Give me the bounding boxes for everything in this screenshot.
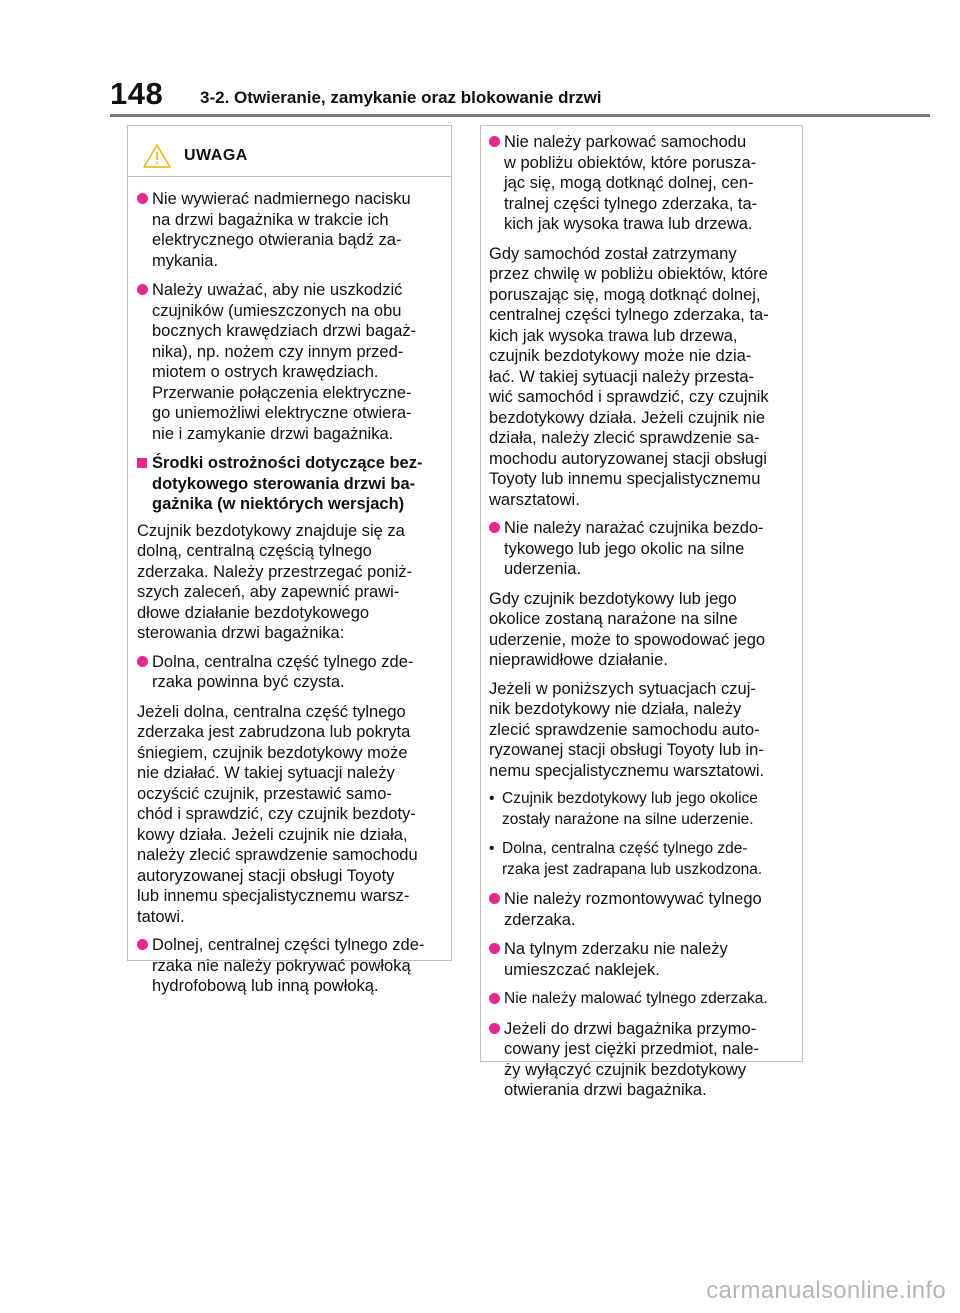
list-item: [489, 889, 794, 930]
sub-item-text: Dolna, centralna część tylnego zde- rzaka jest zadrapana lub uszkodzona.: [502, 840, 763, 878]
sub-bullet-icon: •: [489, 790, 495, 807]
bullet-text: Jeżeli do drzwi bagażnika przymo- cowany jest ciężki przedmiot, nale- ży wyłączyć czujnik bezdotykowy otwierania drzwi bagażnika.: [504, 1019, 759, 1099]
bullet-text: Nie należy rozmontowywać tylnego zderzaka.: [504, 890, 762, 929]
list-item: [489, 1019, 794, 1101]
watermark: carmanualsonline.info: [706, 1277, 946, 1304]
sub-list-item: [489, 789, 794, 830]
warning-box-right: [480, 125, 803, 1099]
page-header: [0, 0, 960, 120]
bullet-dot-icon: [489, 136, 500, 147]
warning-box-left: [127, 125, 452, 995]
sub-list-item: [489, 839, 794, 880]
bullet-text: Należy uważać, aby nie uszkodzić czujników (umieszczonych na obu bocznych krawędziach drzwi bagaż- nika), np. nożem czy innym przed- miotem o ostrych krawędziach. Przerwanie połączenia elektryczne- go uniemożliwi elektryczne otwiera- nie i zamykanie drzwi bagażnika.: [152, 281, 417, 443]
bullet-text: Nie należy parkować samochodu w pobliżu obiektów, które porusza- jąc się, mogą dotknąć dolnej, cen- tralnej części tylnego zderzaka, ta- kich jak wysoka trawa lub drzewa.: [504, 133, 758, 233]
warning-header: [128, 136, 451, 177]
list-item: [137, 280, 442, 444]
bullet-text: Dolna, centralna część tylnego zde- rzaka powinna być czysta.: [152, 652, 414, 691]
bullet-dot-icon: [137, 939, 148, 950]
sub-bullet-icon: •: [489, 840, 495, 857]
bullet-text: Nie wywierać nadmiernego nacisku na drzwi bagażnika w trakcie ich elektrycznego otwierania bądź za- mykania.: [152, 190, 411, 270]
bullet-dot-icon: [489, 893, 500, 904]
bullet-text: Dolnej, centralnej części tylnego zde- rzaka nie należy pokrywać powłoką hydrofobową lub inną powłoką.: [152, 936, 425, 995]
paragraph: Jeżeli dolna, centralna część tylnego zderzaka jest zabrudzona lub pokryta śniegiem, czujnik bezdotykowy może nie działać. W takiej sytuacji należy oczyścić czujnik, przestawić samo- chód i sprawdzić, czy czujnik bezdoty- kowy działa. Jeżeli czujnik nie działa, należy zlecić sprawdzenie samochodu autoryzowanej stacji obsługi Toyoty lub innemu specjalistycznemu warsz- tatowi.: [137, 702, 418, 926]
section-title: 3-2. Otwieranie, zamykanie oraz blokowanie drzwi: [200, 88, 602, 107]
bullet-text: Nie należy malować tylnego zderzaka.: [504, 990, 768, 1007]
bullet-dot-icon: [137, 284, 148, 295]
list-item: [489, 518, 794, 580]
subheading-text: Środki ostrożności dotyczące bez- dotykowego sterowania drzwi ba- gażnika (w niektórych wersjach): [152, 454, 423, 513]
list-item: [489, 939, 794, 980]
bullet-text: Nie należy narażać czujnika bezdo- tykowego lub jego okolic na silne uderzenia.: [504, 519, 764, 578]
page-number: 148: [110, 76, 164, 111]
list-item: [137, 652, 442, 693]
header-divider: [110, 114, 930, 117]
list-item: [489, 989, 794, 1010]
bullet-text: Na tylnym zderzaku nie należy umieszczać naklejek.: [504, 940, 728, 979]
warning-title: UWAGA: [184, 146, 248, 164]
paragraph: Czujnik bezdotykowy znajduje się za dolną, centralną częścią tylnego zderzaka. Należy przestrzegać poniż- szych zaleceń, aby zapewnić prawi- dłowe działanie bezdotykowego sterowania drzwi bagażnika:: [137, 521, 413, 642]
list-item: [137, 935, 442, 997]
sub-item-text: Czujnik bezdotykowy lub jego okolice zostały narażone na silne uderzenie.: [502, 790, 758, 828]
square-bullet-icon: [137, 458, 147, 468]
paragraph: Gdy samochód został zatrzymany przez chwilę w pobliżu obiektów, które poruszając się, mogą dotknąć dolnej, centralnej części tylnego zderzaka, ta- kich jak wysoka trawa lub drzewa, czujnik bezdotykowy może nie dzia- łać. W takiej sytuacji należy przesta- wić samochód i sprawdzić, czy czujnik bezdotykowy działa. Jeżeli czujnik nie działa, należy zlecić sprawdzenie sa- mochodu autoryzowanej stacji obsługi Toyoty lub innemu specjalistycznemu warsztatowi.: [489, 244, 769, 509]
bullet-dot-icon: [489, 943, 500, 954]
paragraph: Jeżeli w poniższych sytuacjach czuj- nik bezdotykowy nie działa, należy zlecić sprawdzenie samochodu auto- ryzowanej stacji obsługi Toyoty lub in- nemu specjalistycznemu warsztatowi.: [489, 679, 765, 780]
list-item: [489, 132, 794, 235]
paragraph: Gdy czujnik bezdotykowy lub jego okolice zostaną narażone na silne uderzenie, może to spowodować jego nieprawidłowe działanie.: [489, 589, 766, 669]
bullet-dot-icon: [489, 993, 500, 1004]
warning-triangle-icon: [142, 143, 172, 169]
bullet-dot-icon: [137, 656, 148, 667]
subheading: [137, 453, 442, 515]
bullet-dot-icon: [489, 1023, 500, 1034]
bullet-dot-icon: [489, 522, 500, 533]
list-item: [137, 189, 442, 271]
bullet-dot-icon: [137, 193, 148, 204]
